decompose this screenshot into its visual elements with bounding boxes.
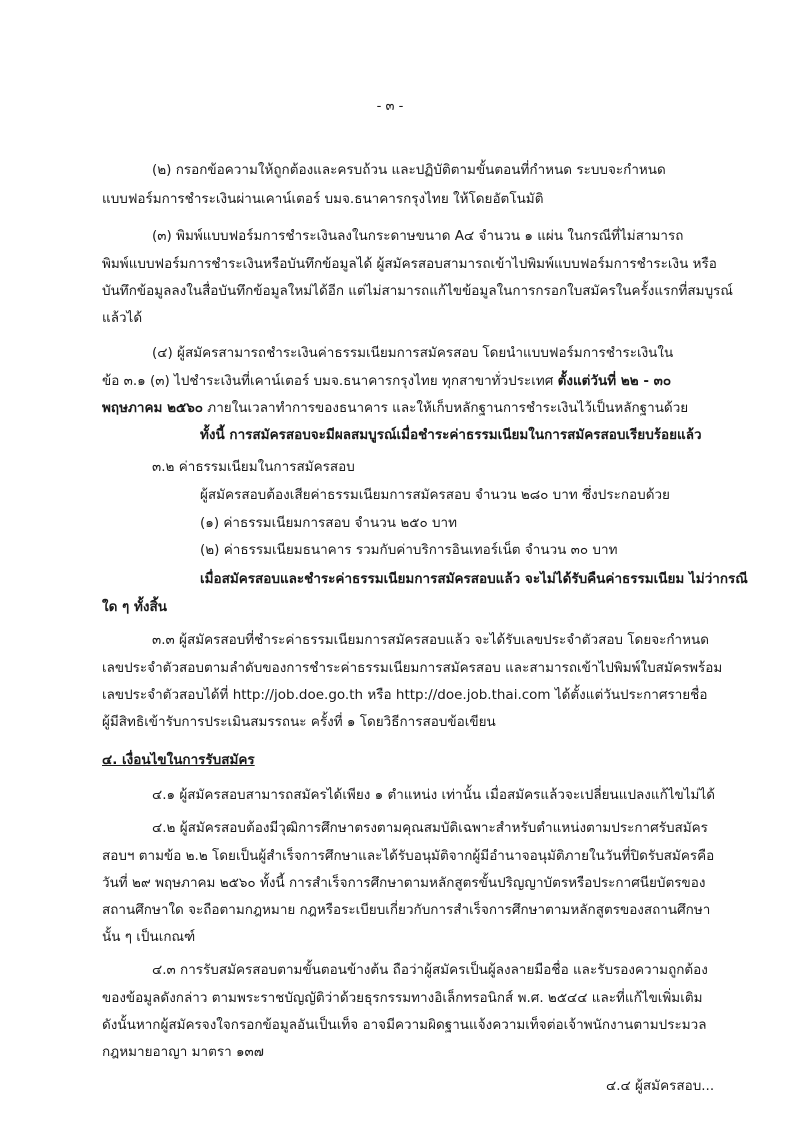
condition-4-2-line3: วันที่ ๒๙ พฤษภาคม ๒๕๖๐ ทั้งนี้ การสำเร็จการศึกษาตามหลักสูตรขั้นปริญญาบัตรหรือประกาศนียบัตรของ — [102, 875, 706, 891]
item-3-1-3-line2: พิมพ์แบบฟอร์มการชำระเงินหรือบันทึกข้อมูลได้ ผู้สมัครสอบสามารถเข้าไปพิมพ์แบบฟอร์มการชำระเงิน หรือ — [102, 256, 717, 272]
section-3-3-line4: ผู้มีสิทธิเข้ารับการประเมินสมรรถนะ ครั้งที่ ๑ โดยวิธีการสอบข้อเขียน — [102, 714, 496, 730]
section-3-3-line3: เลขประจำตัวสอบได้ที่ http://job.doe.go.th หรือ http://doe.job.thai.com ได้ตั้งแต่วันประกาศรายชื่อ — [102, 687, 708, 703]
condition-4-2-line5: นั้น ๆ เป็นเกณฑ์ — [102, 929, 196, 945]
condition-4-2-line4: สถานศึกษาใด จะถือตามกฎหมาย กฎหรือระเบียบเกี่ยวกับการสำเร็จการศึกษาตามหลักสูตรของสถานศึกษา — [102, 902, 711, 918]
item-3-1-2-line2: แบบฟอร์มการชำระเงินผ่านเคาน์เตอร์ บมจ.ธนาคารกรุงไทย ให้โดยอัตโนมัติ — [102, 191, 544, 207]
fee-item-2: (๒) ค่าธรรมเนียมธนาคาร รวมกับค่าบริการอินเทอร์เน็ต จำนวน ๓๐ บาท — [200, 542, 618, 558]
condition-4-3-line3: ดังนั้นหากผู้สมัครจงใจกรอกข้อมูลอันเป็นเท็จ อาจมีความผิดฐานแจ้งความเท็จต่อเจ้าพนักงานตามประมวล — [102, 1017, 707, 1033]
page-number: - ๓ - — [376, 98, 404, 114]
section-3-2-desc: ผู้สมัครสอบต้องเสียค่าธรรมเนียมการสมัครสอบ จำนวน ๒๘๐ บาท ซึ่งประกอบด้วย — [200, 487, 670, 503]
item-3-1-4-line3 — [102, 398, 688, 418]
section-4-heading: ๔. เงื่อนไขในการรับสมัคร — [102, 752, 255, 768]
item-3-1-4-line1: (๔) ผู้สมัครสามารถชำระเงินค่าธรรมเนียมการสมัครสอบ โดยนำแบบฟอร์มการชำระเงินใน — [152, 345, 674, 361]
payment-period-start: ตั้งแต่วันที่ ๒๒ - ๓๐ — [557, 373, 672, 389]
item-3-1-2-line1: (๒) กรอกข้อความให้ถูกต้องและครบถ้วน และปฏิบัติตามขั้นตอนที่กำหนด ระบบจะกำหนด — [152, 162, 666, 178]
continuation-marker: ๔.๔ ผู้สมัครสอบ... — [606, 1078, 715, 1094]
item-3-1-3-line4: แล้วได้ — [102, 310, 143, 326]
registration-complete-note: ทั้งนี้ การสมัครสอบจะมีผลสมบูรณ์เมื่อชำระค่าธรรมเนียมในการสมัครสอบเรียบร้อยแล้ว — [200, 427, 702, 443]
condition-4-3-line4: กฎหมายอาญา มาตรา ๑๓๗ — [102, 1044, 264, 1060]
no-refund-warning-line2: ใด ๆ ทั้งสิ้น — [102, 599, 167, 615]
condition-4-1: ๔.๑ ผู้สมัครสอบสามารถสมัครได้เพียง ๑ ตำแหน่ง เท่านั้น เมื่อสมัครแล้วจะเปลี่ยนแปลงแก้ไขไม่ได้ — [152, 787, 716, 803]
condition-4-3-line1: ๔.๓ การรับสมัครสอบตามขั้นตอนข้างต้น ถือว่าผู้สมัครเป็นผู้ลงลายมือชื่อ และรับรองความถูกต้อง — [152, 962, 708, 978]
item-3-1-3-line1: (๓) พิมพ์แบบฟอร์มการชำระเงินลงในกระดาษขนาด A๔ จำนวน ๑ แผ่น ในกรณีที่ไม่สามารถ — [152, 228, 684, 244]
condition-4-3-line2: ของข้อมูลดังกล่าว ตามพระราชบัญญัติว่าด้วยธุรกรรมทางอิเล็กทรอนิกส์ พ.ศ. ๒๕๔๔ และที่แก้ไขเพิ่มเติม — [102, 990, 703, 1006]
item-3-1-4-line3-text: ภายในเวลาทำการของธนาคาร และให้เก็บหลักฐานการชำระเงินไว้เป็นหลักฐานด้วย — [203, 400, 689, 416]
section-3-3-line2: เลขประจำตัวสอบตามลำดับของการชำระค่าธรรมเนียมการสมัครสอบ และสามารถเข้าไปพิมพ์ใบสมัครพร้อม — [102, 660, 723, 676]
item-3-1-4-line2 — [102, 371, 671, 391]
section-3-2-heading: ๓.๒ ค่าธรรมเนียมในการสมัครสอบ — [152, 459, 355, 475]
payment-period-month: พฤษภาคม ๒๕๖๐ — [102, 400, 204, 416]
item-3-1-4-line2-text: ข้อ ๓.๑ (๓) ไปชำระเงินที่เคาน์เตอร์ บมจ.ธนาคารกรุงไทย ทุกสาขาทั่วประเทศ — [102, 373, 558, 389]
item-3-1-3-line3: บันทึกข้อมูลลงในสื่อบันทึกข้อมูลใหม่ได้อีก แต่ไม่สามารถแก้ไขข้อมูลในการกรอกใบสมัครในครั้งแรกที่สมบูรณ์ — [102, 283, 733, 299]
condition-4-2-line1: ๔.๒ ผู้สมัครสอบต้องมีวุฒิการศึกษาตรงตามคุณสมบัติเฉพาะสำหรับตำแหน่งตามประกาศรับสมัคร — [152, 820, 708, 836]
condition-4-2-line2: สอบฯ ตามข้อ ๒.๒ โดยเป็นผู้สำเร็จการศึกษาและได้รับอนุมัติจากผู้มีอำนาจอนุมัติภายในวันที่ปิดรับสมัครคือ — [102, 848, 715, 864]
fee-item-1: (๑) ค่าธรรมเนียมการสอบ จำนวน ๒๕๐ บาท — [200, 515, 458, 531]
no-refund-warning-line1: เมื่อสมัครสอบและชำระค่าธรรมเนียมการสมัครสอบแล้ว จะไม่ได้รับคืนค่าธรรมเนียม ไม่ว่ากรณี — [200, 571, 748, 587]
section-3-3-line1: ๓.๓ ผู้สมัครสอบที่ชำระค่าธรรมเนียมการสมัครสอบแล้ว จะได้รับเลขประจำตัวสอบ โดยจะกำหนด — [152, 632, 710, 648]
